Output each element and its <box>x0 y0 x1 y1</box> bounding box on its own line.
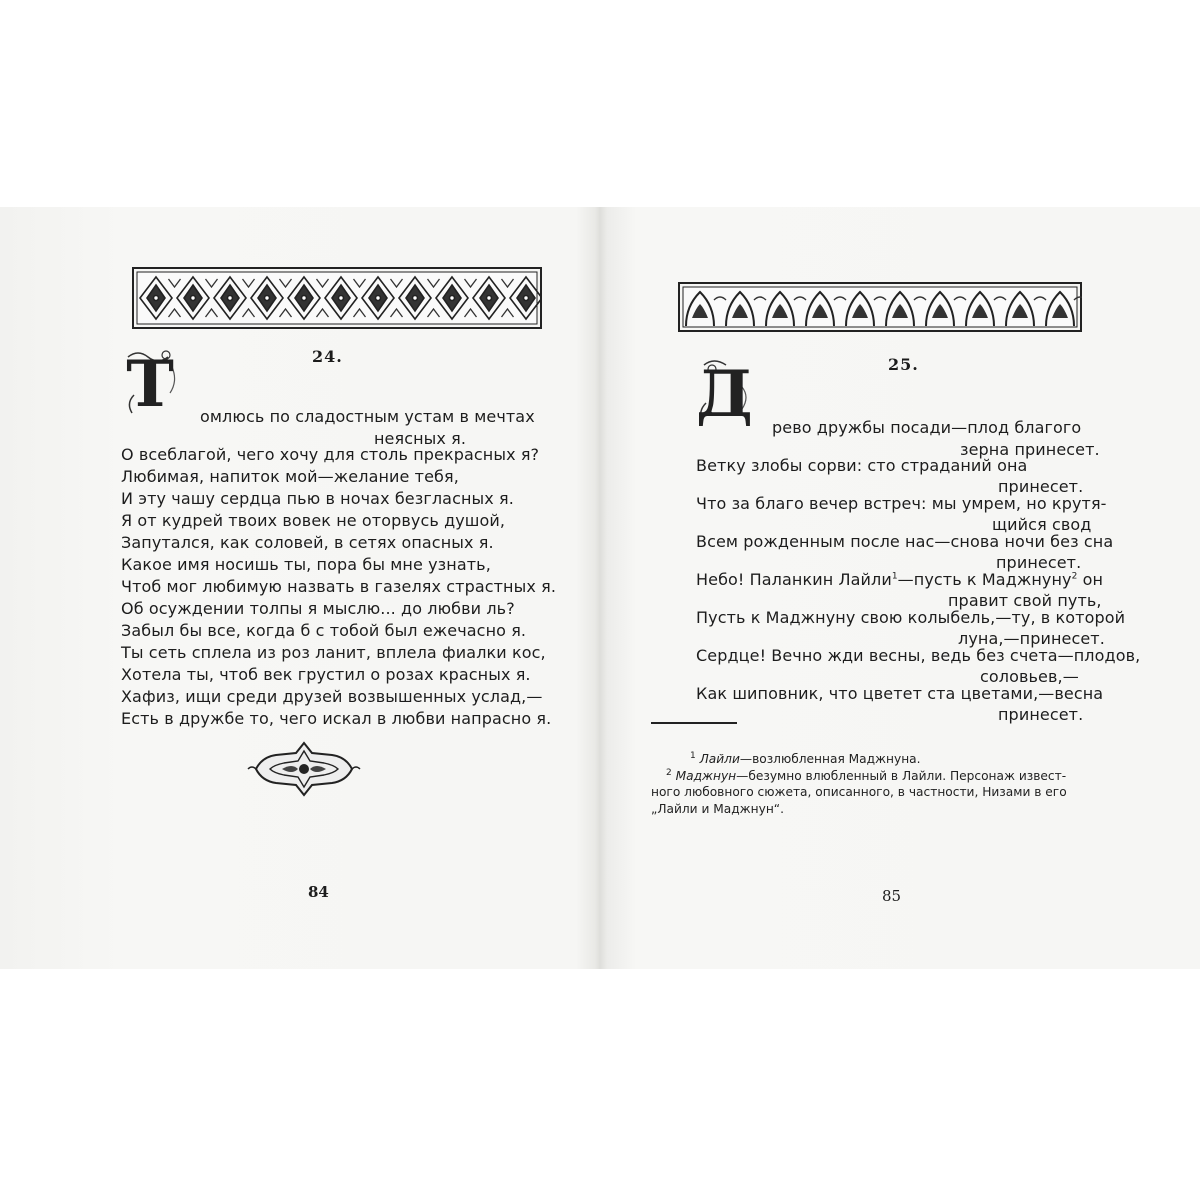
footnote: $^2$ Маджнун—безумно влюбленный в Лайли. Персонаж извест- <box>666 768 1067 784</box>
poem-line: Чтоб мог любимую назвать в газелях страстных я. <box>121 577 557 596</box>
poem-line: принесет. <box>996 553 1082 572</box>
page-number: 85 <box>882 887 902 905</box>
poem-line: Что за благо вечер встреч: мы умрем, но крутя- <box>696 494 1107 513</box>
poem-line: зерна принесет. <box>960 440 1100 459</box>
poem-line: Пусть к Маджнуну свою колыбель,—ту, в которой <box>696 608 1126 627</box>
footnote: $^1$ Лайли—возлюбленная Маджнуна. <box>690 751 921 767</box>
page-number: 84 <box>308 883 329 901</box>
poem-line: принесет. <box>998 705 1084 724</box>
footnote: ного любовного сюжета, описанного, в частности, Низами в его <box>651 785 1067 799</box>
poem-line: правит свой путь, <box>948 591 1102 610</box>
poem-line: Запутался, как соловей, в сетях опасных я. <box>121 533 494 552</box>
end-vignette <box>242 739 366 803</box>
footnote-mark: 1 <box>891 571 898 582</box>
left-page <box>0 207 600 969</box>
poem-line: омлюсь по сладостным устам в мечтах <box>200 407 535 426</box>
poem-line: Ветку злобы сорви: сто страданий она <box>696 456 1028 475</box>
poem-line: щийся свод <box>992 515 1092 534</box>
poem-line: Какое имя носишь ты, пора бы мне узнать, <box>121 555 491 574</box>
ornament-band-right <box>678 282 1082 332</box>
poem-line: Хотела ты, чтоб век грустил о розах красных я. <box>121 665 531 684</box>
poem-number: 25. <box>888 355 919 374</box>
poem-line: Как шиповник, что цветет ста цветами,—весна <box>696 684 1104 703</box>
poem-line: Ты сеть сплела из роз ланит, вплела фиалки кос, <box>121 643 546 662</box>
footnote-mark: 2 <box>1071 571 1078 582</box>
poem-line: Любимая, напиток мой—желание тебя, <box>121 467 459 486</box>
right-page <box>600 207 1200 969</box>
footnote: „Лайли и Маджнун“. <box>651 802 784 816</box>
decorated-initial: Т <box>126 347 174 422</box>
book-spread <box>0 207 1200 969</box>
poem-line: Есть в дружбе то, чего искал в любви напрасно я. <box>121 709 552 728</box>
poem-number: 24. <box>312 347 343 366</box>
ornament-band-left <box>132 267 542 329</box>
poem-line: Хафиз, ищи среди друзей возвышенных услад,— <box>121 687 543 706</box>
decorated-initial: Д <box>696 357 753 432</box>
poem-line: соловьев,— <box>980 667 1079 686</box>
footnote-rule <box>651 722 737 724</box>
poem-line: принесет. <box>998 477 1084 496</box>
poem-line: неясных я. <box>374 429 467 448</box>
poem-line: Сердце! Вечно жди весны, ведь без счета—плодов, <box>696 646 1141 665</box>
poem-line: Я от кудрей твоих вовек не оторвусь душой, <box>121 511 506 530</box>
poem-line: Забыл бы все, когда б с тобой был ежечасно я. <box>121 621 527 640</box>
poem-line: Об осуждении толпы я мыслю... до любви ль? <box>121 599 515 618</box>
poem-line: О всеблагой, чего хочу для столь прекрасных я? <box>121 445 540 464</box>
poem-line: луна,—принесет. <box>958 629 1105 648</box>
poem-line: Небо! Паланкин Лайли$^1$—пусть к Маджнуну$^2$ он <box>696 570 1104 589</box>
poem-line: И эту чашу сердца пью в ночах безгласных я. <box>121 489 514 508</box>
poem-line: рево дружбы посади—плод благого <box>772 418 1082 437</box>
poem-line: Всем рожденным после нас—снова ночи без сна <box>696 532 1114 551</box>
